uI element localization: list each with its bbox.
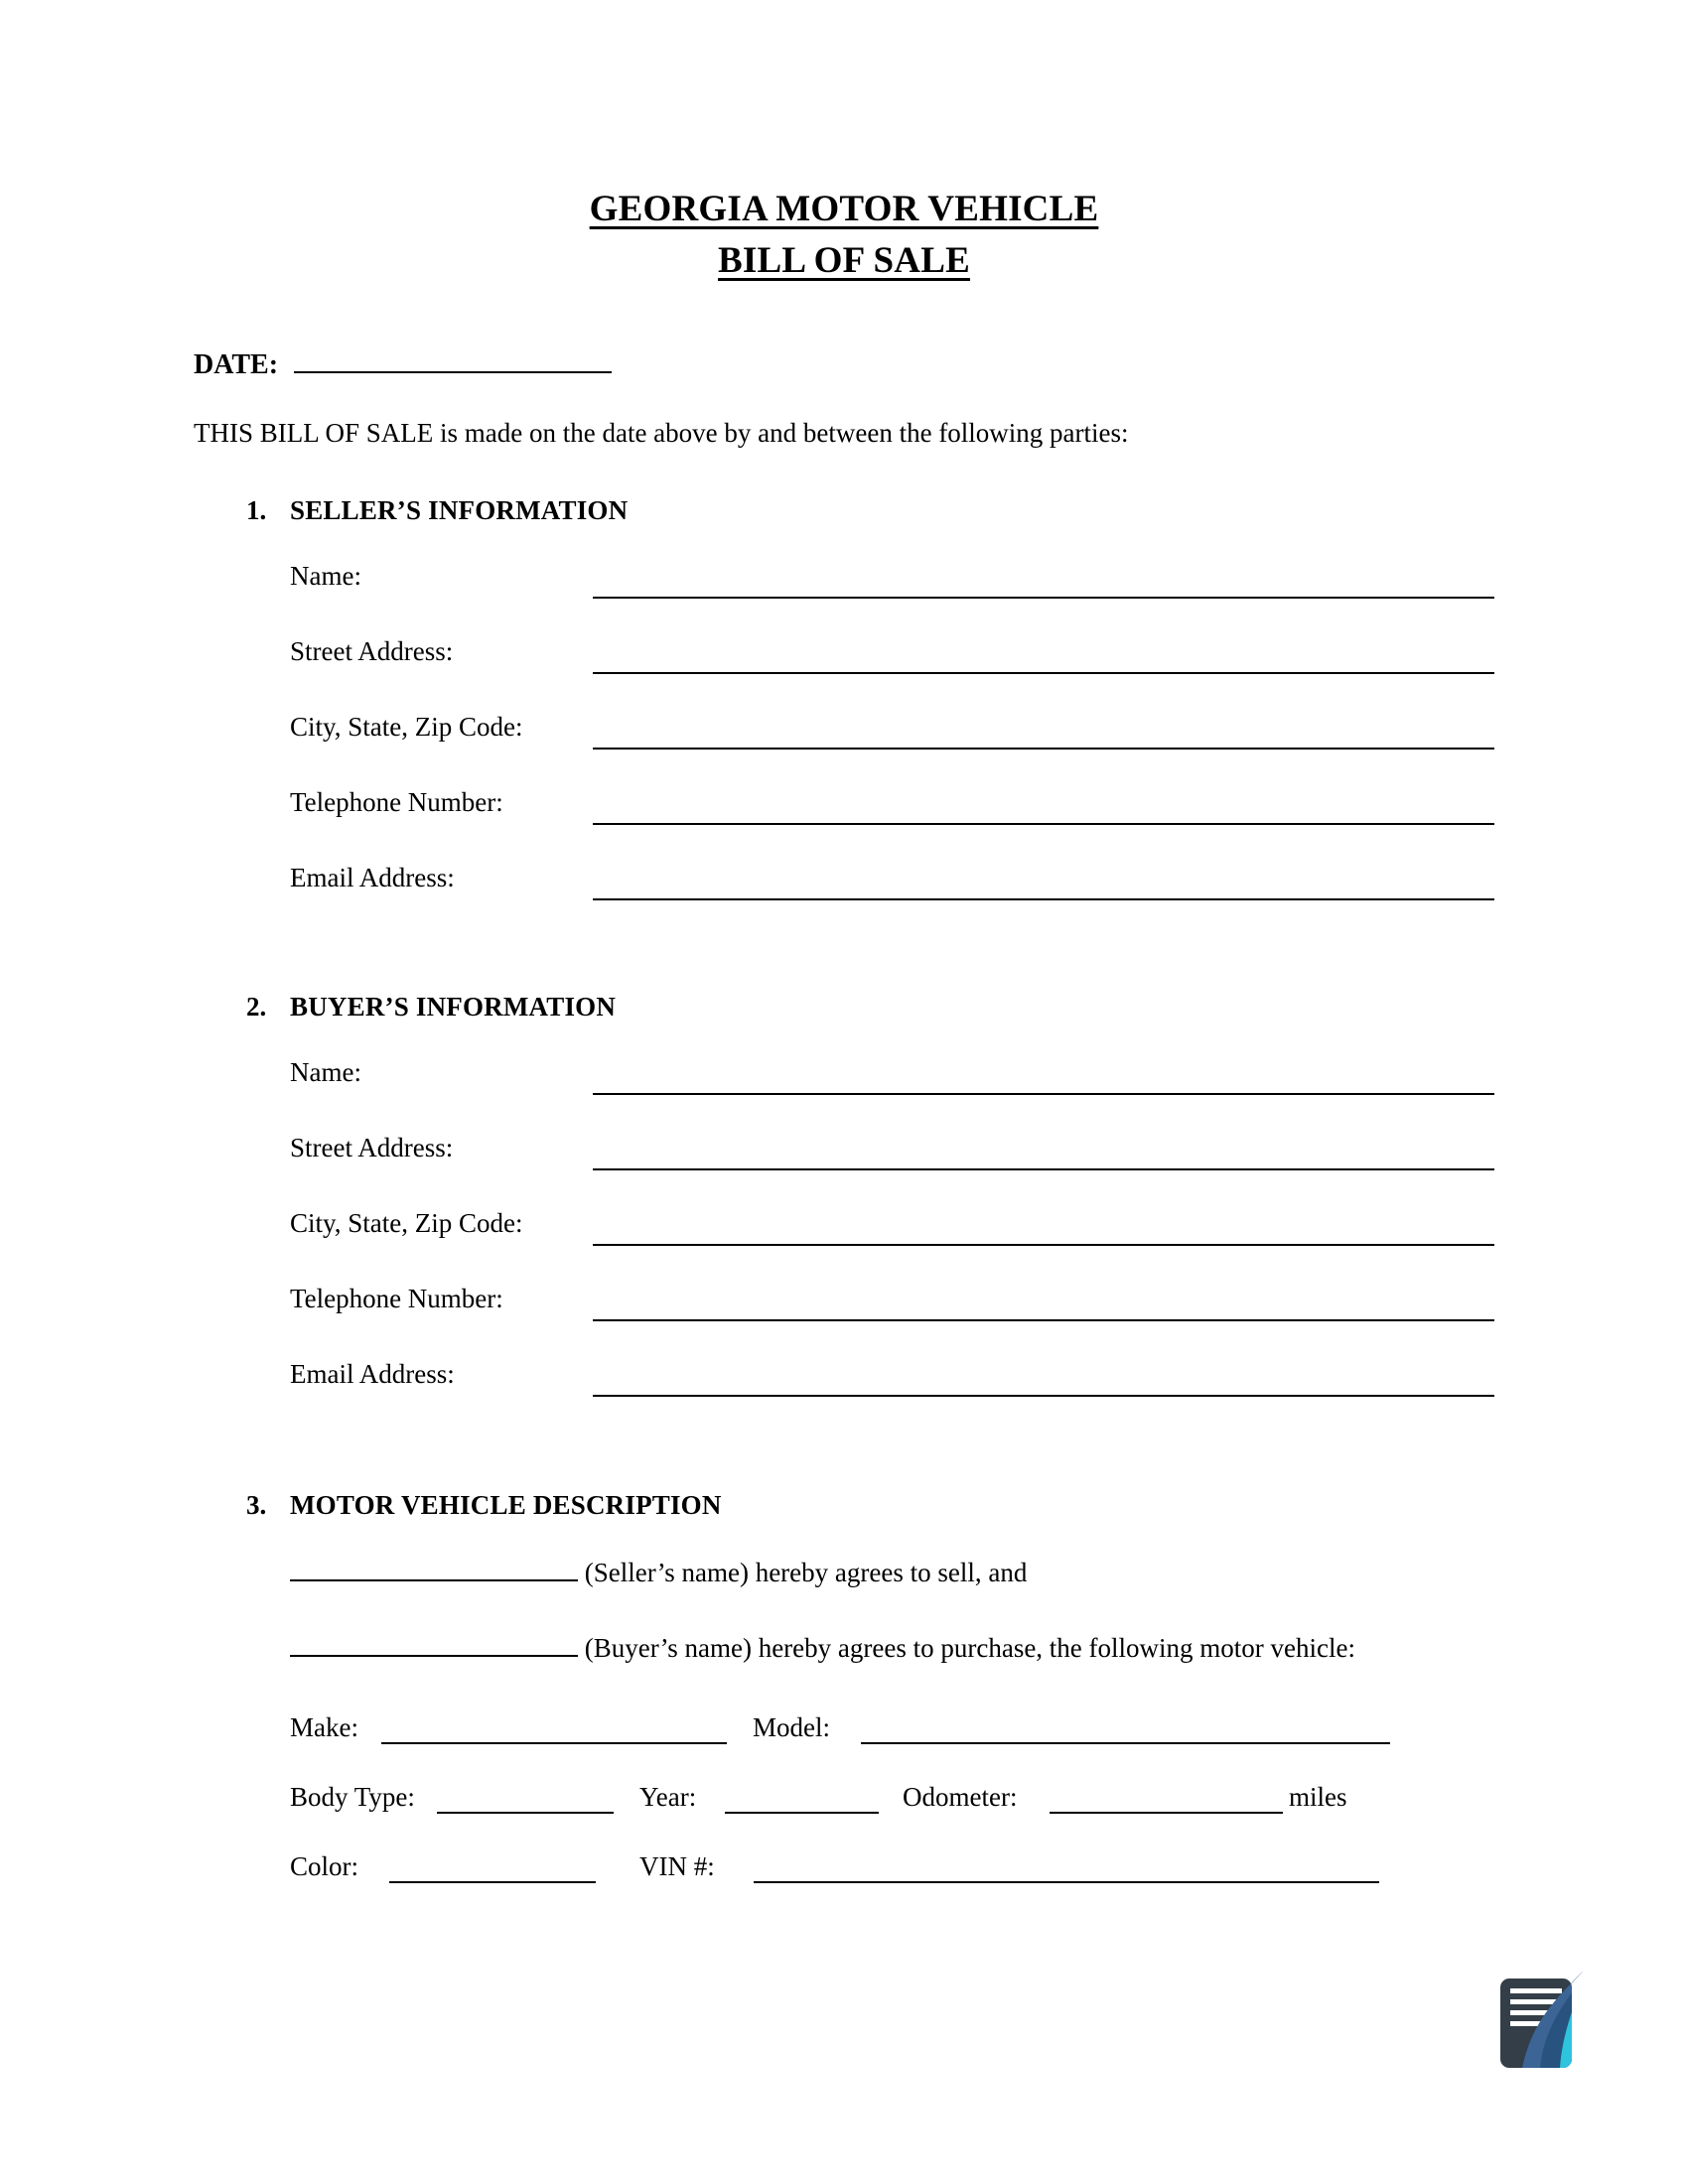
input-color[interactable] xyxy=(389,1881,596,1883)
row-color-vin xyxy=(290,1842,1494,1911)
field-input-buyer-city-state-zip[interactable] xyxy=(593,1244,1494,1246)
buyer-name-blank[interactable] xyxy=(290,1633,578,1657)
title-line-2 xyxy=(194,235,1494,287)
field-input-buyer-street-address[interactable] xyxy=(593,1168,1494,1170)
field-label-buyer-telephone: Telephone Number: xyxy=(290,1284,503,1313)
input-vin[interactable] xyxy=(754,1881,1379,1883)
label-miles: miles xyxy=(1289,1782,1347,1812)
section-heading-motor-vehicle xyxy=(246,1488,1494,1522)
field-label-buyer-email: Email Address: xyxy=(290,1359,455,1389)
section-heading-seller xyxy=(246,493,1494,527)
field-input-buyer-name[interactable] xyxy=(593,1093,1494,1095)
field-row-buyer-email xyxy=(290,1351,1494,1427)
field-label-seller-street-address: Street Address: xyxy=(290,636,454,666)
field-label-seller-telephone: Telephone Number: xyxy=(290,787,503,817)
date-label: DATE: xyxy=(194,349,279,380)
field-input-buyer-telephone[interactable] xyxy=(593,1319,1494,1321)
title-line-2-text: BILL OF SALE xyxy=(718,240,970,281)
field-row-buyer-city-state-zip xyxy=(290,1200,1494,1276)
label-body-type: Body Type: xyxy=(290,1782,415,1812)
buyer-fields xyxy=(290,1049,1494,1427)
field-label-seller-email: Email Address: xyxy=(290,863,455,892)
section-title-motor-vehicle: MOTOR VEHICLE DESCRIPTION xyxy=(290,1490,722,1520)
intro-paragraph: THIS BILL OF SALE is made on the date above by and between the following parties: xyxy=(194,418,1129,448)
field-label-seller-name: Name: xyxy=(290,561,361,591)
section-motor-vehicle-description xyxy=(194,1488,1494,1911)
field-row-buyer-telephone xyxy=(290,1276,1494,1351)
section-number-3: 3. xyxy=(246,1490,267,1520)
input-body-type[interactable] xyxy=(437,1812,614,1814)
field-label-buyer-name: Name: xyxy=(290,1057,361,1087)
field-row-buyer-street-address xyxy=(290,1125,1494,1200)
section-title-buyer: BUYER’S INFORMATION xyxy=(290,992,617,1022)
input-make[interactable] xyxy=(381,1742,727,1744)
field-input-seller-email[interactable] xyxy=(593,898,1494,900)
input-odometer[interactable] xyxy=(1050,1812,1283,1814)
field-input-seller-city-state-zip[interactable] xyxy=(593,748,1494,750)
row-make-model xyxy=(290,1703,1494,1772)
field-label-buyer-city-state-zip: City, State, Zip Code: xyxy=(290,1208,523,1238)
field-row-buyer-name xyxy=(290,1049,1494,1125)
section-number-1: 1. xyxy=(246,495,267,525)
motor-vehicle-body xyxy=(290,1552,1494,1911)
field-input-seller-telephone[interactable] xyxy=(593,823,1494,825)
document-logo-icon xyxy=(1496,1971,1584,2074)
field-input-buyer-email[interactable] xyxy=(593,1395,1494,1397)
field-row-seller-city-state-zip xyxy=(290,704,1494,779)
buyer-agrees-text-continued: motor vehicle: xyxy=(1199,1633,1355,1663)
field-label-buyer-street-address: Street Address: xyxy=(290,1133,454,1162)
label-color: Color: xyxy=(290,1851,359,1881)
label-make: Make: xyxy=(290,1712,358,1742)
field-row-seller-name xyxy=(290,553,1494,628)
section-heading-buyer xyxy=(246,990,1494,1024)
field-row-seller-telephone xyxy=(290,779,1494,855)
input-year[interactable] xyxy=(725,1812,879,1814)
row-bodytype-year-odometer xyxy=(290,1772,1494,1842)
field-input-seller-name[interactable] xyxy=(593,597,1494,599)
input-model[interactable] xyxy=(861,1742,1390,1744)
seller-name-blank[interactable] xyxy=(290,1558,578,1581)
document-title xyxy=(194,0,1494,287)
seller-agrees-text: (Seller’s name) hereby agrees to sell, and xyxy=(584,1558,1028,1587)
label-model: Model: xyxy=(753,1712,830,1742)
field-input-seller-street-address[interactable] xyxy=(593,672,1494,674)
section-title-seller: SELLER’S INFORMATION xyxy=(290,495,629,525)
buyer-agrees-clause xyxy=(290,1627,1494,1669)
label-odometer: Odometer: xyxy=(903,1782,1018,1812)
date-input-blank[interactable] xyxy=(294,349,612,373)
section-number-2: 2. xyxy=(246,992,267,1022)
field-label-seller-city-state-zip: City, State, Zip Code: xyxy=(290,712,523,742)
title-line-1 xyxy=(194,184,1494,235)
date-row xyxy=(194,348,1494,382)
title-line-1-text: GEORGIA MOTOR VEHICLE xyxy=(589,189,1099,229)
seller-agrees-clause xyxy=(290,1552,1494,1593)
field-row-seller-street-address xyxy=(290,628,1494,704)
label-year: Year: xyxy=(639,1782,697,1812)
buyer-agrees-text: (Buyer’s name) hereby agrees to purchase, the following xyxy=(584,1633,1194,1663)
label-vin: VIN #: xyxy=(639,1851,715,1881)
section-seller-information xyxy=(194,493,1494,930)
field-row-seller-email xyxy=(290,855,1494,930)
seller-fields xyxy=(290,553,1494,930)
section-buyer-information xyxy=(194,990,1494,1427)
